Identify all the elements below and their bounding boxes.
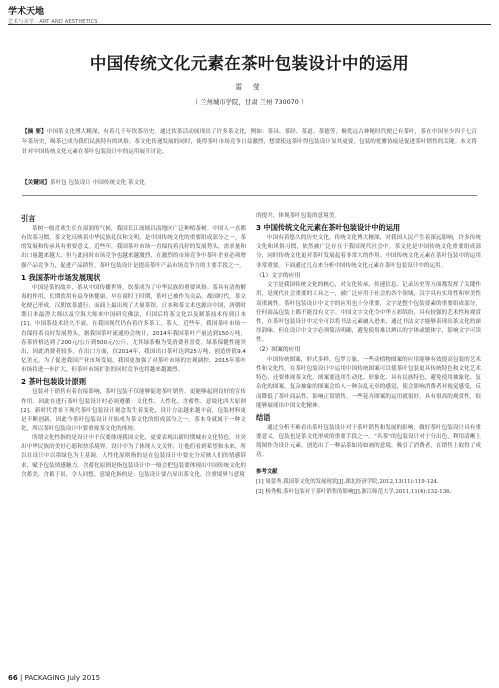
page-number: 66 [8, 674, 18, 682]
reference-item: [2] 杨秀梅,茶叶包装对于茶叶销售的影响[J].浙江师范大学,2011,11(4):132-136. [256, 488, 452, 495]
keywords [22, 178, 477, 186]
intro-paragraph: 茶树一般喜欢生长在湿润的气候，我国长江流域以南地区广泛种植茶树。中国人一直都有饮茶习惯。茶文化反映着中华民族礼仪和文明，是中国传统文化的重要组成部分之一。茶的发展和传承具有重要意义。近些年，我国茶叶市场一直保持着良好的发展势头，需求量和出口量越来越大，但与此同时市场竞争也越来越激烈，在激烈的市场竞争中茶叶企业必须增强产品竞争力，促进产品销售。茶叶包装设计是提高茶叶产品市场竞争力的主要手段之一。 [21, 226, 246, 269]
abstract-label: 【摘 要】 [22, 129, 47, 135]
journal-header [8, 4, 98, 25]
footer-journal-name: PACKAGING [24, 674, 66, 682]
page-footer: 66 | PACKAGING July 2015 [8, 674, 101, 682]
abstract-text: 中国茶文化博大精深，有着几千年饮茶历史。通过饮茶活动展现出了许多茶文化，例如：茶具、茶经、茶道、茶德等，极优远古神秘时代便已有茶叶，茶在中国至少四千七百年茶历史，喝茶已成为我们民族特有的风俗。茶文化传递发展的同时，使得茶叶市场竞争日益激烈，想要使这茶叶得包装设计显其更要，包装的优雅协接是促进茶叶销售的关键。本文将针对中国传统文化元素在茶叶包装设计中的运用展开讨论。 [22, 129, 477, 155]
article-title: 中国传统文化元素在茶叶包装设计中的运用 [89, 54, 410, 73]
author-affiliation: （ 兰州城市学院，甘肃 兰州 730070 ） [191, 98, 308, 106]
author-name: 雷 莹 [235, 83, 264, 91]
conclusion-heading: 结语 [256, 412, 271, 422]
keywords-label: 【关键词】 [22, 180, 50, 186]
subsection-text-paragraph: 文字是我国传统文化的核心，对文化传承、传递信息、记录历史等方面都发挥了关键作用，是现代社会重要的工具之一，被广泛应用于社会的各个领域，汉字具有实用性和审美性双重属性。茶叶包装设计中文字的应用也十分重要，文字是整个包装要素的重要组成部分，任何商品包装上都不能没有文字。中国文字文化令中华五彩缤纷，具有较强的艺术性和观赏性，在茶叶包装设计中完全可以将书法元素融入进来。通过书法文字能够表现出茶文化的深厚韵味。但在设计中文字必须简洁明确，避免使用难以辨认的字体或繁体字，影响文字可读性。 [256, 282, 481, 344]
left-column [21, 212, 246, 480]
subsection-text-heading: （1）文字的应用 [256, 272, 301, 279]
references [256, 468, 481, 496]
journal-section-title: 学术天地 [8, 7, 45, 17]
subsection-pattern-paragraph: 中国传统图案，形式多样，包罗万象，一些动植物图案的应用能够有效提高包装的艺术性和文化性，在茶叶包装设计中运用中国传统图案可以使茶叶包装更具传统特色和文化艺术特色，还要体现茶文化，图案要选用生动化、形象化、具有民族特色、避免使用抽象化、复杂化的图案。复杂抽象的图案会给人一种杂乱无章的感觉，使会影响消费者对视觉感受，反而降低了茶叶商品性，影响正常销售。一些花卉图案的运用就很好，具有很高的观赏性，很能够展现出中国文化精神。 [256, 356, 481, 409]
section-2-paragraph-1: 包装对于销售有着直接影响，茶叶包装不仅能够促进茶叶销售，更能够起到良好的宣传作用。因此在进行茶叶包装设计时必须遵循：文化性、人性化、含蓄性、意境化四大原则[2]。新时代背景下现代茶叶包装设计观念发生着变化，设计方法越来越丰富，包装材料更是不断创新，因此今茶叶包装设计开始成为茶文化的组成部分之一。茶本身就属于一种文化，所以茶叶包装设计中要重视茶文化的体现。 [21, 389, 246, 432]
references-heading: 参考文献 [256, 469, 278, 476]
section-3-paragraph: 中国有着悠久的历史文化，传统文化博大精深，对我国人民产生着深远影响，许多传统文化和风俗习惯，依然被广泛存在于我国现代社会中。茶文化是中国传统文化重要组成部分，同时传统文化更对茶叶发展起着非常大的作用。中国传统文化元素在茶叶包装中的运用非常重要。下面通过几点来分析中国传统文化元素在茶叶包装设计中的运用。 [256, 235, 481, 269]
section-1-heading: 1 我国茶叶市场发展现状 [21, 272, 101, 282]
journal-section-subtitle: 艺术与美学 · ART AND AESTHETICS [8, 19, 98, 25]
section-2-heading: 2 茶叶包装设计原则 [21, 377, 87, 387]
footer-issue: July 2015 [67, 674, 101, 682]
subsection-pattern-heading: （2）图案的应用 [256, 347, 301, 354]
right-column [256, 212, 481, 497]
section-2-paragraph-2: 所谓文化性指的是设计中不仅要体现我国文化，更要表现出新时期城市文化特色，并突出中华民族的美好心愿和快乐境界。设计中为了体现人文关怀，让他们看到希望和未来，所以在设计中以墨绿色为主基调。人性化原则指的是在包装设计中要充分反映人们的情感诉求，赋予包装情感魅力。含蓄化原则是指包装设计中一般会把包装要体现出中国传统文化的含蓄美，含蓄于景，令人回想。意境化指的是：包装设计要凸显出茶文化，注重境界与意境 [21, 435, 246, 478]
keywords-text: 茶叶包 包装设计 中国传统文化 茶文化 [49, 180, 145, 186]
conclusion-paragraph: 通过分析不难看出茶叶包装设计对于茶叶销售和发展的影响，做好茶叶包装设计具有重要意义，包装也是茶文化形成的重要手段之一。“名茶”的包装设计对于分出色，利用清晰上简图作为设计元素，创造出了一种品茶如诗如画的意境，吸引了消费者，在销售上取得了成功。 [256, 424, 481, 459]
reference-item: [1] 周蕾秀.我国茶文化的发展现状[J].湖北经济学院,2012,13(11):119-124. [256, 479, 439, 486]
continued-paragraph: 的提升，体现茶叶包装的意境美。 [256, 213, 340, 219]
abstract-separator [22, 195, 477, 196]
abstract [22, 128, 477, 157]
intro-heading: 引言 [21, 214, 36, 223]
section-1-paragraph: 中国是茶的故乡，茶从中国传播世界，饮茶成为了中华民族的重要风俗。茶具有清热解毒的作用，长期饮用有益身体健康。早在商时王时期，茶叶已被作为贡品。战国时代，茶文化便已形成。汉朝饮茶盛行，而面上最出现了大量茶馆。日本和茶文术也源自中国，唐朝时期日本最澄大师以及空海大师来中国研究佛法，归国后将茶文化以及制茶技术传到日本[1]。中国茶技术经久不衰，在我国现代仍有着许多茶工，茶人。近些年，我国茶叶市场一直保持着良好发展势头，据我国茶叶流通协会统计，2014年我国茶叶产量达到150万吨，春茶价格达到了200元/公斤到500元/公斤，尤其绿茶极为受消费者喜爱，绿茶保健性能突出，因此消费者较多。在出口方面，仅2014年，我国出口茶叶达到25万吨，创造价值9.4亿美元。为了促进我国产业市场发展，我国更加强了对茶叶市场的宏观调控，2015年茶叶市场将进一步扩大，但茶叶市场扩张的同时竞争也将越来越激烈。 [21, 284, 246, 374]
section-3-heading: 3 中国传统文化元素在茶叶包装设计中的运用 [256, 223, 401, 233]
header-rule [8, 24, 491, 25]
